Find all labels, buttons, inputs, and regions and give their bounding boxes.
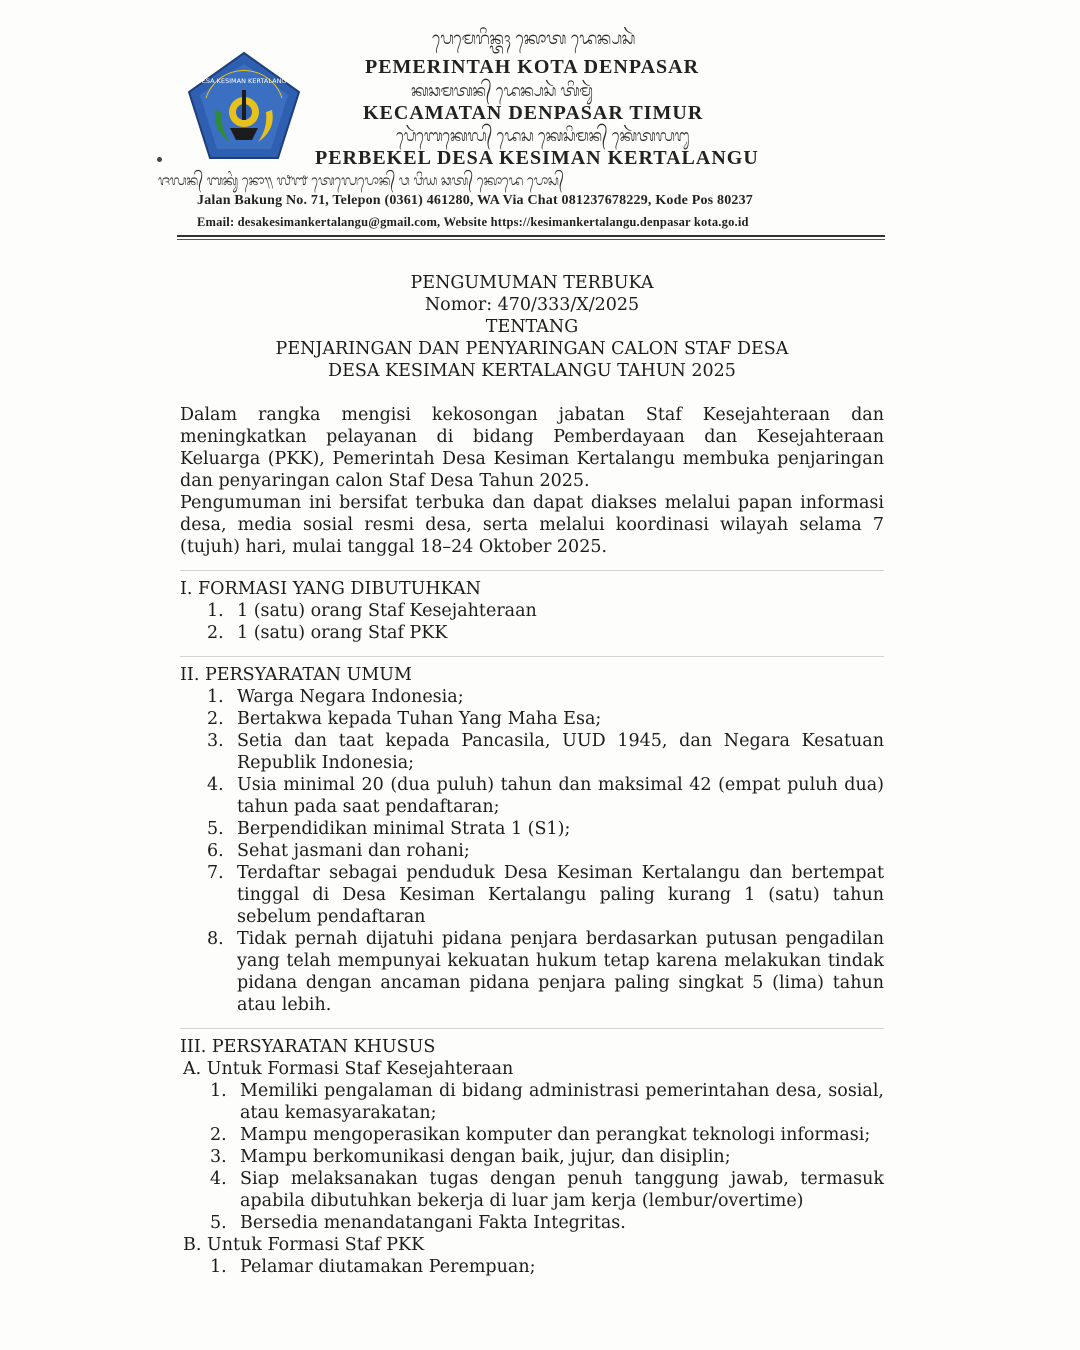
list-item: 5. Bersedia menandatangani Fakta Integritas. bbox=[210, 1213, 626, 1233]
announcement-title bbox=[180, 272, 884, 382]
subsection-a-title: A. Untuk Formasi Staf Kesejahteraan bbox=[183, 1059, 514, 1079]
section-3-title: III. PERSYARATAN KHUSUS bbox=[180, 1037, 436, 1057]
logo-text: DESA KESIMAN KERTALANGU bbox=[196, 77, 292, 85]
government-name: PEMERINTAH KOTA DENPASAR bbox=[365, 56, 700, 78]
balinese-script-line-4: ᬚᬮᬦ᭄ ᬩᬓᬸᬂ ᬦᭀ᭟ ᭗᭑ ᬢᬾᬮᬾᬧᭀᬦ᭄ ᬯ ᬯᬶᬬ ᬘᬢ᭄ ᬓᭀᬤᬾ ᬧᭀᬲ᭄ bbox=[158, 173, 564, 189]
list-item: 6. Sehat jasmani dan rohani; bbox=[207, 841, 470, 861]
announcement-body bbox=[180, 272, 884, 1278]
village-name: PERBEKEL DESA KESIMAN KERTALANGU bbox=[315, 147, 759, 169]
subsection-a-list bbox=[180, 1080, 884, 1234]
letterhead-rule bbox=[177, 235, 885, 237]
letterhead bbox=[0, 0, 1080, 240]
list-item: 1. 1 (satu) orang Staf Kesejahteraan bbox=[207, 601, 537, 621]
intro bbox=[180, 404, 884, 558]
list-item: 8. Tidak pernah dijatuhi pidana penjara berdasarkan putusan pengadilan yang telah mempunyai kekuatan hukum tetap karena melakukan tindak pidana dengan ancaman pidana penjara paling singkat 5 (lima) tahun atau lebih. bbox=[207, 929, 884, 1015]
section-1-title: I. FORMASI YANG DIBUTUHKAN bbox=[180, 579, 481, 599]
section-divider bbox=[180, 570, 884, 571]
title-line-5: DESA KESIMAN KERTALANGU TAHUN 2025 bbox=[328, 361, 736, 381]
letterhead-rule-thin bbox=[177, 239, 885, 240]
list-item: 1. Warga Negara Indonesia; bbox=[207, 687, 464, 707]
title-line-1: PENGUMUMAN TERBUKA bbox=[410, 273, 654, 293]
intro-paragraph-2: Pengumuman ini bersifat terbuka dan dapat diakses melalui papan informasi desa, media sosial resmi desa, serta melalui koordinasi wilayah selama 7 (tujuh) hari, mulai tanggal 18–24 Oktober 2025. bbox=[180, 493, 884, 557]
district-name: KECAMATAN DENPASAR TIMUR bbox=[363, 102, 704, 124]
list-item: 1. Memiliki pengalaman di bidang administrasi pemerintahan desa, sosial, atau kemasyarakatan; bbox=[210, 1081, 884, 1123]
list-item: 2. Bertakwa kepada Tuhan Yang Maha Esa; bbox=[207, 709, 602, 729]
list-item: 1. Pelamar diutamakan Perempuan; bbox=[210, 1257, 536, 1277]
intro-paragraph-1: Dalam rangka mengisi kekosongan jabatan Staf Kesejahteraan dan meningkatkan pelayanan di bidang Pemberdayaan dan Kesejahteraan Keluarga (PKK), Pemerintah Desa Kesiman Kertalangu membuka penjaringan dan penyaringan calon Staf Desa Tahun 2025. bbox=[180, 405, 884, 491]
list-item: 5. Berpendidikan minimal Strata 1 (S1); bbox=[207, 819, 571, 839]
title-line-4: PENJARINGAN DAN PENYARINGAN CALON STAF DESA bbox=[275, 339, 789, 359]
section-divider bbox=[180, 1028, 884, 1029]
subsection-b-title: B. Untuk Formasi Staf PKK bbox=[183, 1235, 425, 1255]
email-line: Email: desakesimankertalangu@gmail.com, Website https://kesimankertalangu.denpasar kota.go.id bbox=[197, 215, 749, 229]
section-2-list bbox=[180, 686, 884, 1016]
section-2-title: II. PERSYARATAN UMUM bbox=[180, 665, 412, 685]
village-logo bbox=[186, 50, 302, 162]
section-divider bbox=[180, 656, 884, 657]
address-line: Jalan Bakung No. 71, Telepon (0361) 461280, WA Via Chat 081237678229, Kode Pos 80237 bbox=[197, 193, 754, 208]
list-item: 2. 1 (satu) orang Staf PKK bbox=[207, 623, 448, 643]
balinese-script-line-3: ᬧᬾᬃᬩᬾᬓᬾᬮ᭄ ᬤᬾᬲ ᬓᬾᬲᬶᬫᬦ᭄ ᬓᬾᬃᬢᬮᬗᬸ bbox=[396, 126, 690, 145]
scan-dot bbox=[157, 157, 162, 162]
subsection-b-list bbox=[180, 1256, 884, 1278]
title-number: Nomor: 470/333/X/2025 bbox=[424, 295, 640, 315]
list-item: 4. Siap melaksanakan tugas dengan penuh tanggung jawab, termasuk apabila dibutuhkan bekerja di luar jam kerja (lembur/overtime) bbox=[210, 1169, 884, 1211]
title-line-3: TENTANG bbox=[485, 317, 579, 337]
section-1-list bbox=[180, 600, 884, 644]
list-item: 7. Terdaftar sebagai penduduk Desa Kesiman Kertalangu dan bertempat tinggal di Desa Kesiman Kertalangu paling kurang 1 (satu) tahun sebelum pendaftaran bbox=[207, 863, 884, 927]
list-item: 2. Mampu mengoperasikan komputer dan perangkat teknologi informasi; bbox=[210, 1125, 871, 1145]
list-item: 3. Setia dan taat kepada Pancasila, UUD 1945, dan Negara Kesatuan Republik Indonesia; bbox=[207, 731, 884, 773]
list-item: 3. Mampu berkomunikasi dengan baik, jujur, dan disiplin; bbox=[210, 1147, 731, 1167]
balinese-script-line-2: ᬓᬘᬫᬢᬦ᭄ ᬤᬾᬦ᭄ᬧᬲᬃ ᬢᬶᬫᬸᬃ bbox=[411, 81, 593, 100]
balinese-script-line-1: ᬧᬾᬫᬾᬭᬶᬦ᭄ᬢᬄ ᬓᭀᬢ ᬤᬾᬦ᭄ᬧᬲᬃ bbox=[432, 29, 635, 49]
list-item: 4. Usia minimal 20 (dua puluh) tahun dan maksimal 42 (empat puluh dua) tahun pada saat pendaftaran; bbox=[207, 775, 884, 817]
